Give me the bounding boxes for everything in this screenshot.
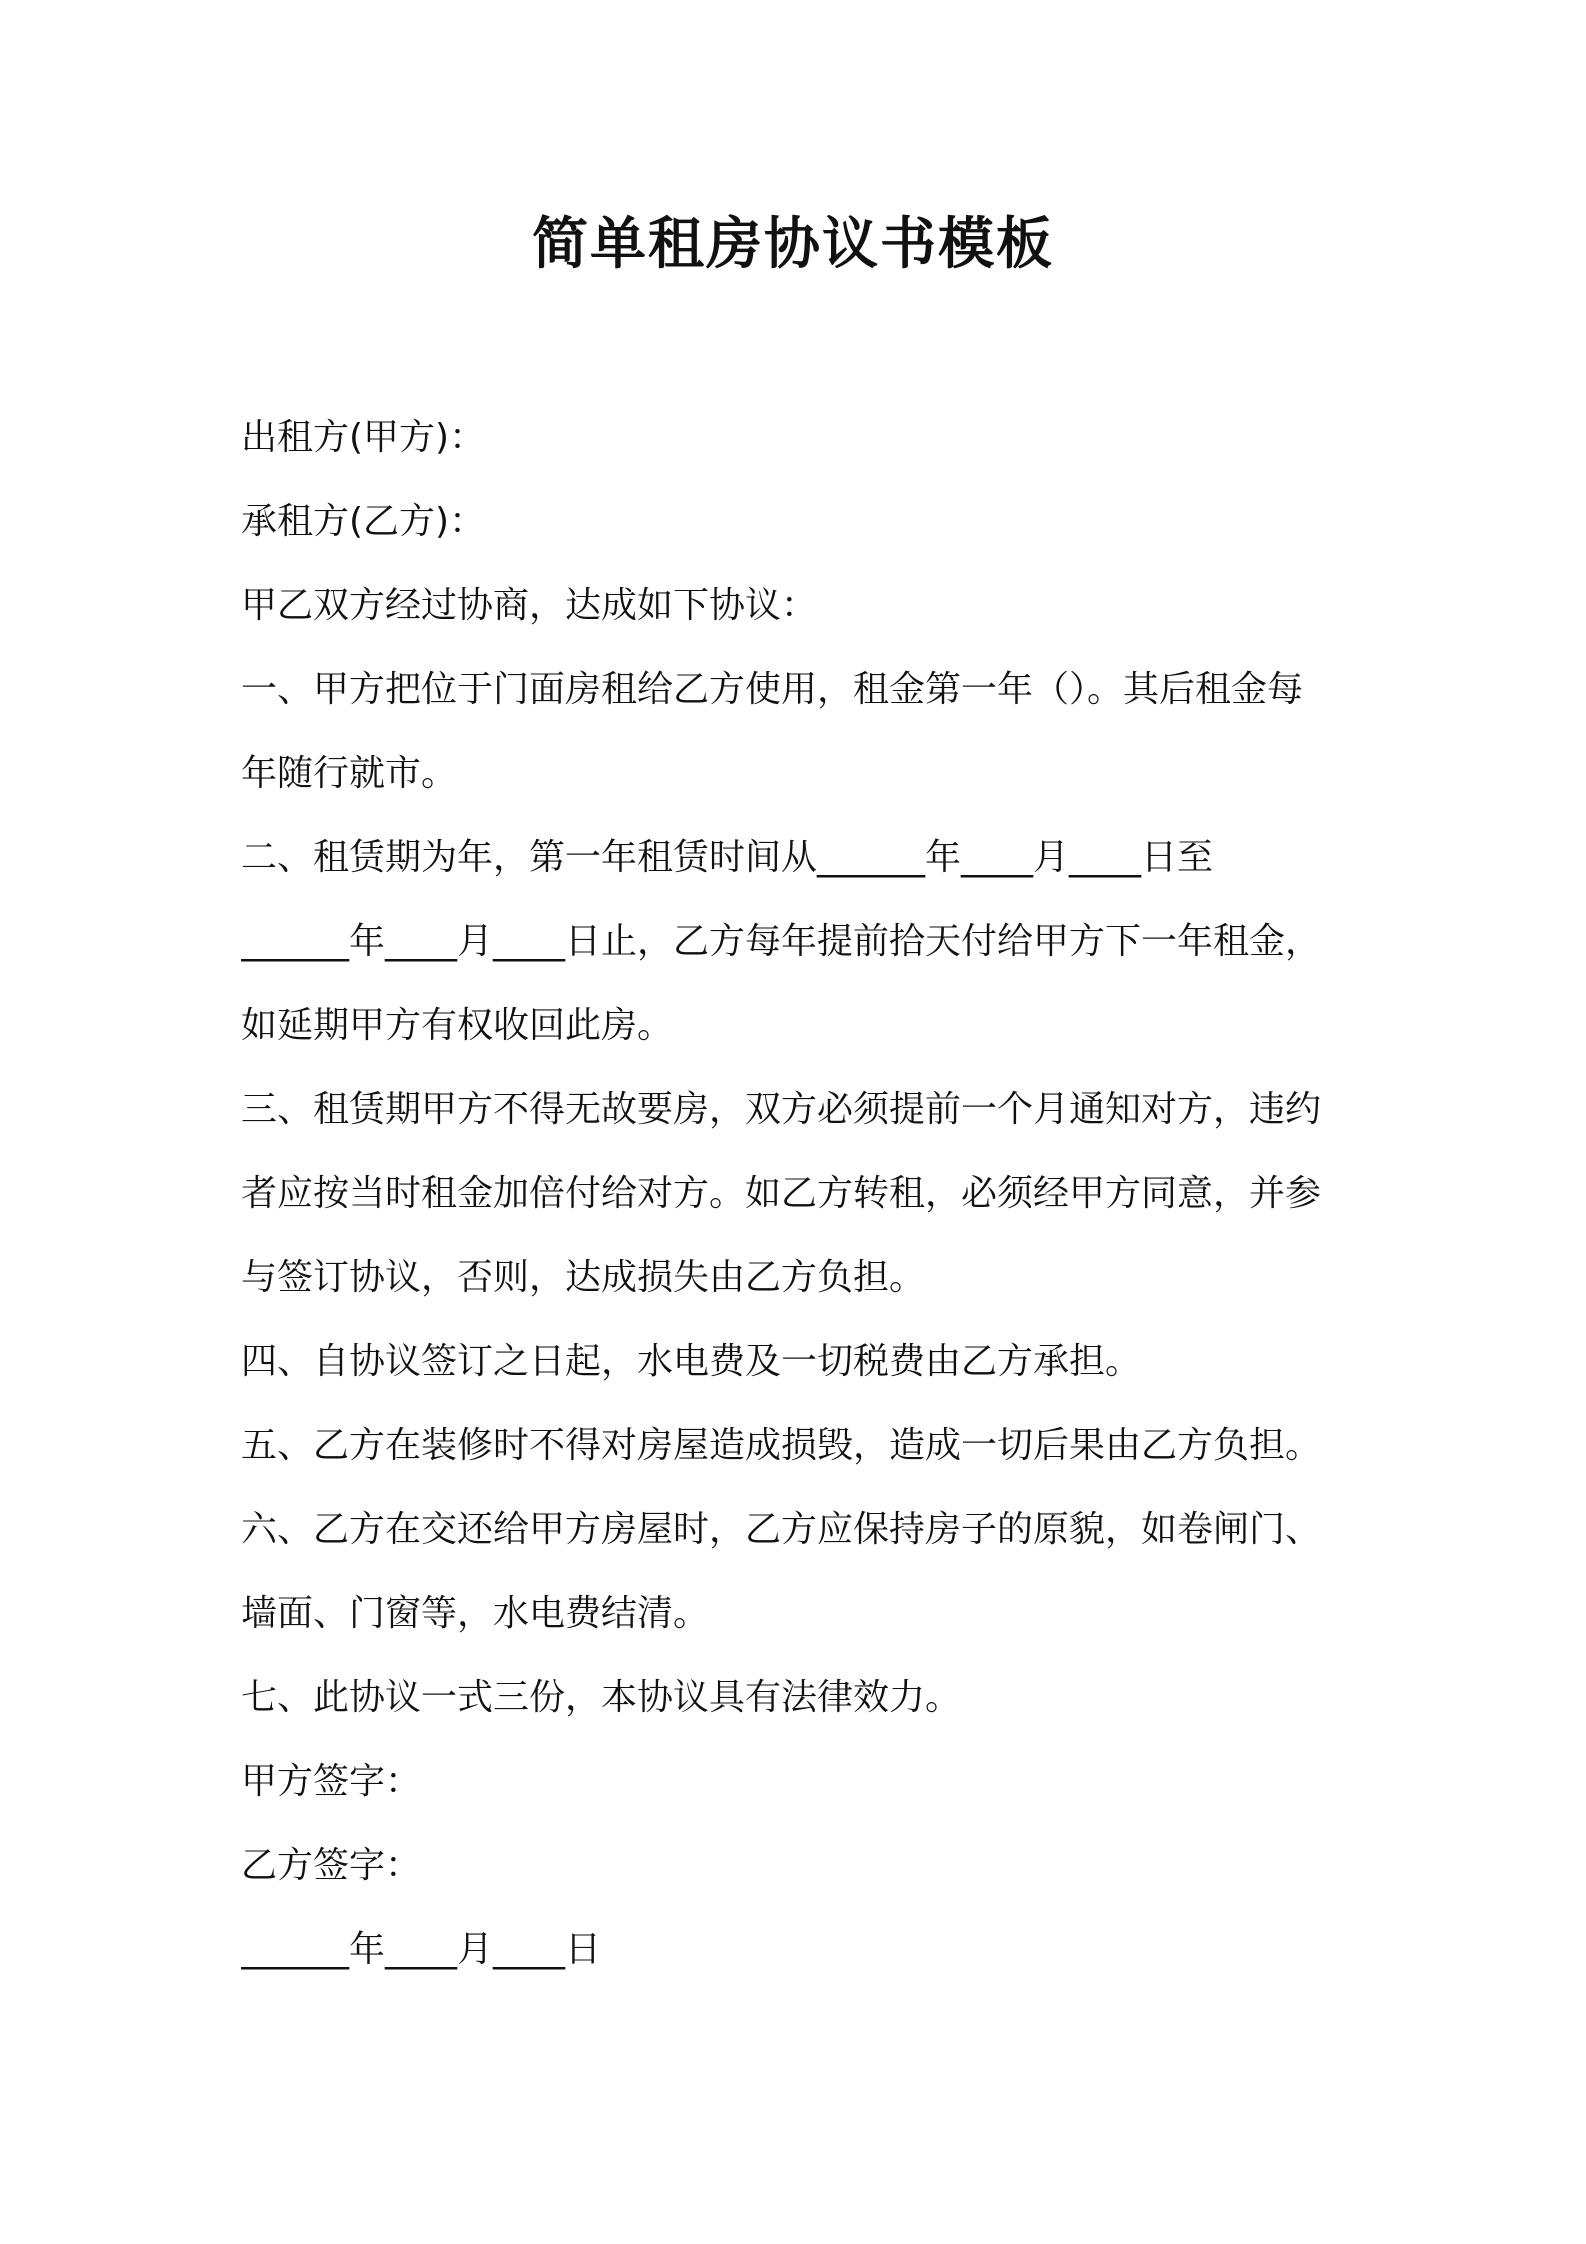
lessee-line: 承租方(乙方)： [241, 501, 486, 542]
clause-4: 四、自协议签订之日起，水电费及一切税费由乙方承担。 [241, 1341, 1142, 1382]
document-body [241, 396, 1386, 1992]
party-a-signature: 甲方签字： [241, 1761, 422, 1802]
clause-6-line-1: 六、乙方在交还给甲方房屋时，乙方应保持房子的原貌，如卷闸门、 [241, 1509, 1322, 1550]
clause-1-line-1: 一、甲方把位于门面房租给乙方使用，租金第一年（）。其后租金每 [241, 669, 1304, 710]
clause-3-line-2: 者应按当时租金加倍付给对方。如乙方转租，必须经甲方同意，并参 [241, 1173, 1322, 1214]
clause-7: 七、此协议一式三份，本协议具有法律效力。 [241, 1677, 962, 1718]
agreement-intro: 甲乙双方经过协商，达成如下协议： [241, 585, 818, 626]
party-b-signature: 乙方签字： [241, 1845, 422, 1886]
clause-3-line-1: 三、租赁期甲方不得无故要房，双方必须提前一个月通知对方，违约 [241, 1089, 1322, 1130]
clause-1-line-2: 年随行就市。 [241, 753, 458, 794]
signing-date: ______年____月____日 [241, 1929, 601, 1970]
clause-6-line-2: 墙面、门窗等，水电费结清。 [241, 1593, 710, 1634]
document-title: 简单租房协议书模板 [532, 212, 1054, 277]
lessor-line: 出租方(甲方)： [241, 417, 486, 458]
clause-2-line-1: 二、租赁期为年，第一年租赁时间从______年____月____日至 [241, 837, 1214, 878]
clause-2-line-3: 如延期甲方有权收回此房。 [241, 1005, 674, 1046]
clause-3-line-3: 与签订协议，否则，达成损失由乙方负担。 [241, 1257, 926, 1298]
clause-5: 五、乙方在装修时不得对房屋造成损毁，造成一切后果由乙方负担。 [241, 1425, 1322, 1466]
clause-2-line-2: ______年____月____日止，乙方每年提前拾天付给甲方下一年租金， [241, 921, 1322, 962]
